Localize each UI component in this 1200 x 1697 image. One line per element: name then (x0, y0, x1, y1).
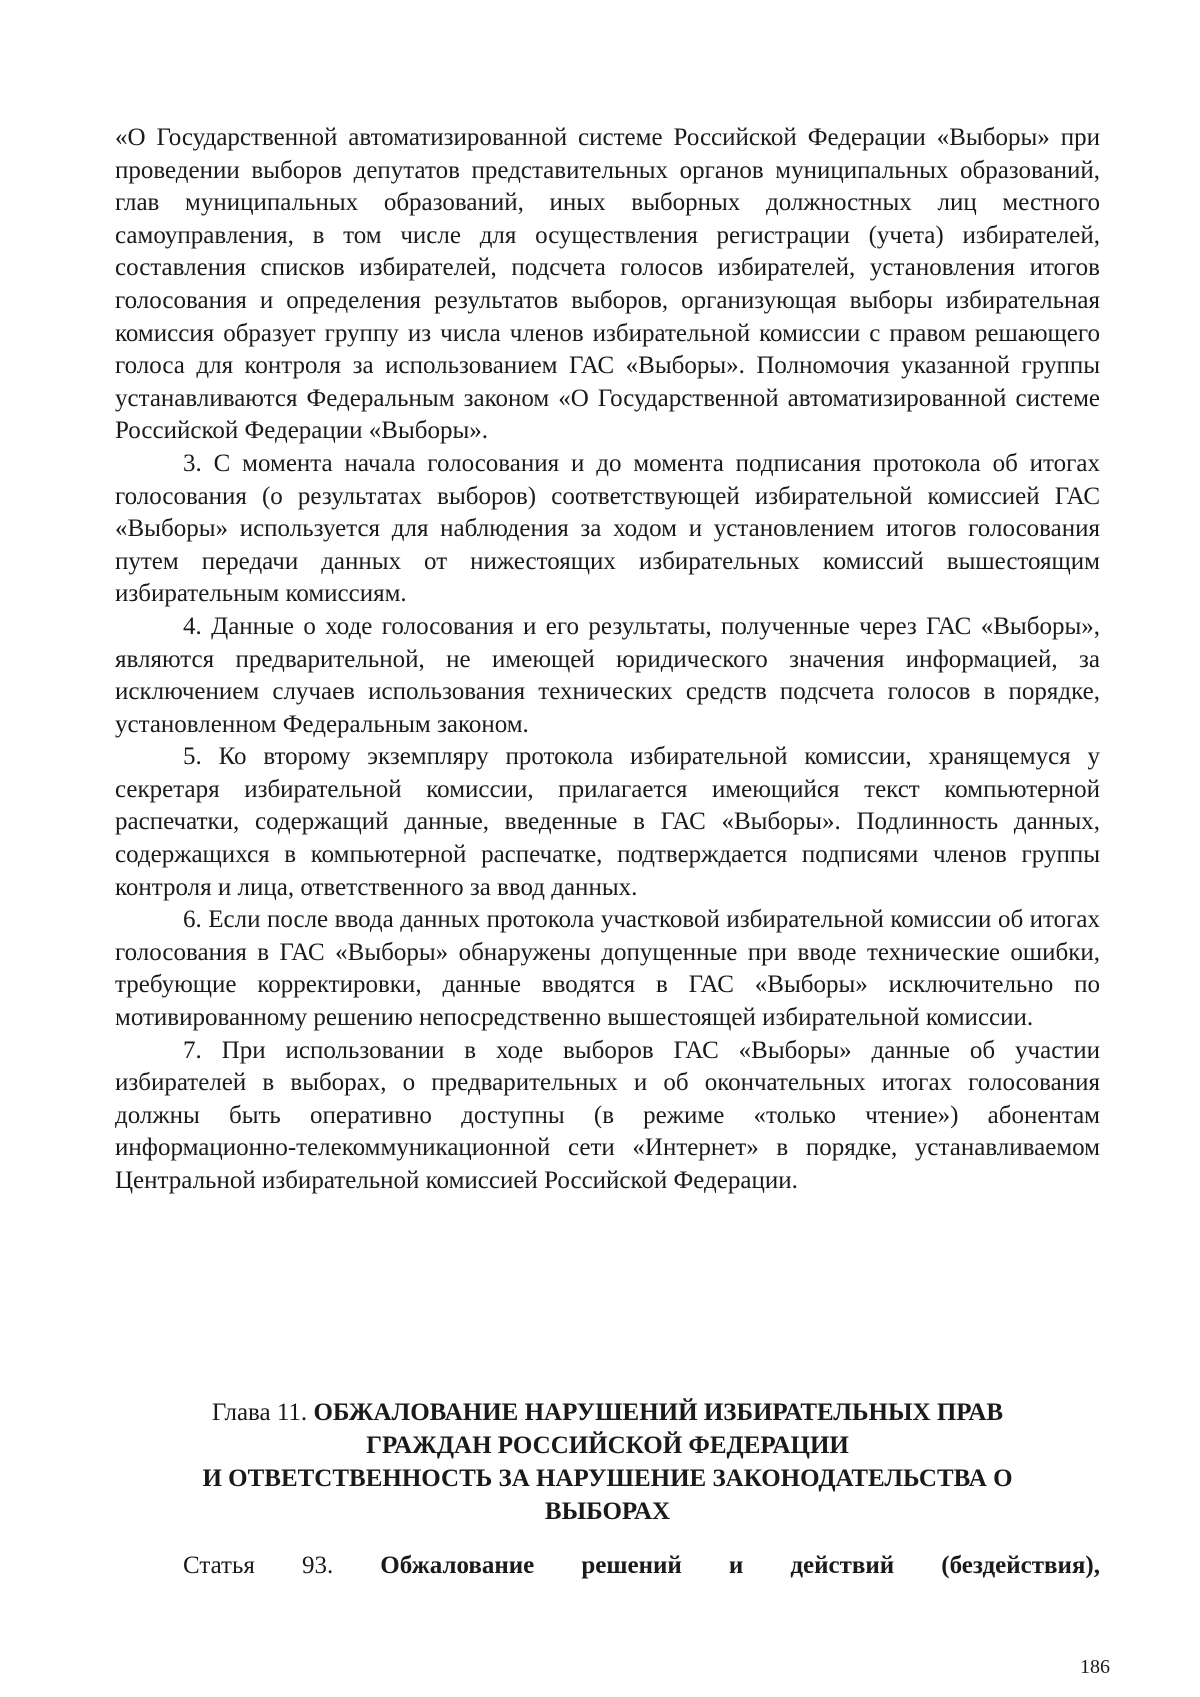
chapter-title-line-2: ГРАЖДАН РОССИЙСКОЙ ФЕДЕРАЦИИ (366, 1432, 849, 1459)
paragraph-item-7: 7. При использовании в ходе выборов ГАС «Выборы» данные об участии избирателей в выборах, о предварительных и об окончательных итогах голосования должны быть оперативно доступны (в режиме «только чтение») абонентам информационно-телекоммуникационной сети «Интернет» в порядке, устанавливаемом Центральной избирательной комиссией Российской Федерации. (115, 1036, 1100, 1194)
chapter-title-line-3: И ОТВЕТСТВЕННОСТЬ ЗА НАРУШЕНИЕ ЗАКОНОДАТЕЛЬСТВА О (202, 1465, 1013, 1492)
paragraph-continuation: «О Государственной автоматизированной системе Российской Федерации «Выборы» при проведении выборов депутатов представительных органов муниципальных образований, глав муниципальных образований, иных выборных должностных лиц местного самоуправления, в том числе для осуществления регистрации (учета) избирателей, составления списков избирателей, подсчета голосов избирателей, установления итогов голосования и определения результатов выборов, организующая выборы избирательная комиссия образует группу из числа членов избирательной комиссии с правом решающего голоса для контроля за использованием ГАС «Выборы». Полномочия указанной группы устанавливаются Федеральным законом «О Государственной автоматизированной системе Российской Федерации «Выборы». (115, 124, 1100, 445)
paragraph-item-5: 5. Ко второму экземпляру протокола избирательной комиссии, хранящемуся у секретаря избирательной комиссии, прилагается имеющийся текст компьютерной распечатки, содержащий данные, введенные в ГАС «Выборы». Подлинность данных, содержащихся в компьютерной распечатке, подтверждается подписями членов группы контроля и лица, ответственного за ввод данных. (115, 743, 1100, 901)
chapter-heading (115, 1396, 1100, 1528)
article-label: Статья 93. (183, 1552, 334, 1579)
paragraph-item-6: 6. Если после ввода данных протокола участковой избирательной комиссии об итогах голосования в ГАС «Выборы» обнаружены допущенные при вводе технические ошибки, требующие корректировки, данные вводятся в ГАС «Выборы» исключительно по мотивированному решению непосредственно вышестоящей избирательной комиссии. (115, 906, 1100, 1032)
chapter-label: Глава 11. (211, 1399, 308, 1426)
paragraph-item-3: 3. С момента начала голосования и до момента подписания протокола об итогах голосования (о результатах выборов) соответствующей избирательной комиссией ГАС «Выборы» используется для наблюдения за ходом и установлением итогов голосования путем передачи данных от нижестоящих избирательных комиссий вышестоящим избирательным комиссиям. (115, 449, 1100, 608)
paragraph-item-4: 4. Данные о ходе голосования и его результаты, полученные через ГАС «Выборы», являются предварительной, не имеющей юридического значения информацией, за исключением случаев использования технических средств подсчета голосов в порядке, установленном Федеральным законом. (115, 612, 1100, 738)
chapter-title-line-1: ОБЖАЛОВАНИЕ НАРУШЕНИЙ ИЗБИРАТЕЛЬНЫХ ПРАВ (313, 1399, 1004, 1426)
chapter-heading-line-1 (115, 1396, 1100, 1429)
article-heading (115, 1550, 1100, 1582)
page-number: 186 (1080, 1656, 1110, 1678)
document-body (115, 122, 1100, 1198)
article-title: Обжалование решений и действий (бездействия), (380, 1552, 1100, 1579)
chapter-title-line-4: ВЫБОРАХ (544, 1498, 671, 1525)
